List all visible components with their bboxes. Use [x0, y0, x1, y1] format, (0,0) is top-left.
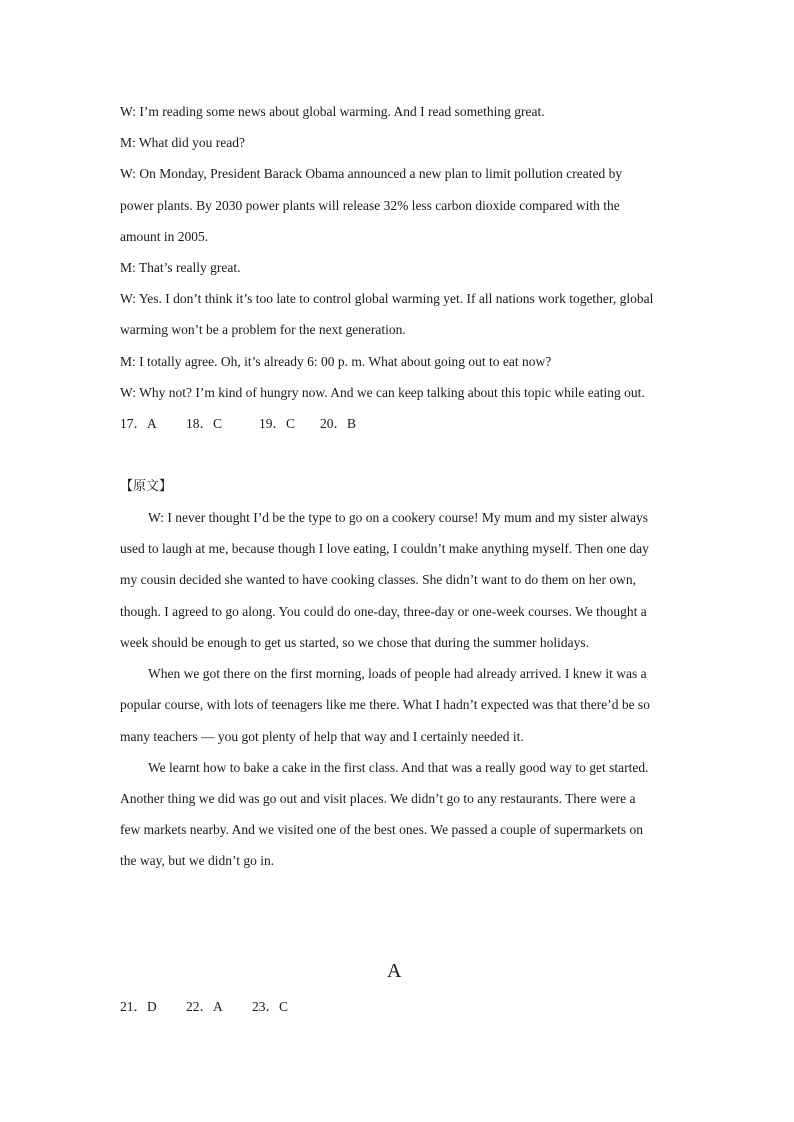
dialogue-line: M: That’s really great. [120, 260, 241, 275]
passage-line: few markets nearby. And we visited one of the best ones. We passed a couple of supermarkets on [120, 822, 644, 837]
answer-item: 22．A [186, 999, 223, 1014]
passage-line: W: I never thought I’d be the type to go on a cookery course! My mum and my sister always [148, 510, 648, 525]
dialogue-line: amount in 2005. [120, 229, 209, 244]
passage-line: Another thing we did was go out and visit places. We didn’t go to any restaurants. There were a [120, 791, 636, 806]
dialogue-line: warming won’t be a problem for the next generation. [120, 322, 406, 337]
answer-row [120, 999, 288, 1015]
passage-line: week should be enough to get us started, so we chose that during the summer holidays. [120, 635, 590, 650]
dialogue-line: W: Why not? I’m kind of hungry now. And we can keep talking about this topic while eating out. [120, 385, 645, 400]
answer-item: 20．B [320, 416, 357, 431]
passage-line: the way, but we didn’t go in. [120, 853, 275, 868]
dialogue-line: W: Yes. I don’t think it’s too late to control global warming yet. If all nations work together, global [120, 291, 654, 306]
passage-line: used to laugh at me, because though I love eating, I couldn’t make anything myself. Then one day [120, 541, 649, 556]
answer-item: 19．C [259, 416, 296, 431]
dialogue-line: M: I totally agree. Oh, it’s already 6: 00 p. m. What about going out to eat now? [120, 354, 552, 369]
passage-line: We learnt how to bake a cake in the first class. And that was a really good way to get started. [148, 760, 649, 775]
passage-line: many teachers — you got plenty of help that way and I certainly needed it. [120, 729, 524, 744]
dialogue-line: power plants. By 2030 power plants will release 32% less carbon dioxide compared with the [120, 198, 620, 213]
answer-item: 21．D [120, 999, 157, 1014]
answer-item: 23．C [252, 999, 289, 1014]
answer-item: 17．A [120, 416, 157, 431]
dialogue-line: W: I’m reading some news about global warming. And I read something great. [120, 104, 545, 119]
dialogue-line: M: What did you read? [120, 135, 245, 150]
passage-line: my cousin decided she wanted to have cooking classes. She didn’t want to do them on her own, [120, 572, 637, 587]
answer-row [120, 416, 356, 432]
passage-line: When we got there on the first morning, loads of people had already arrived. I knew it was a [148, 666, 647, 681]
passage-line: popular course, with lots of teenagers like me there. What I hadn’t expected was that there’d be so [120, 697, 650, 712]
passage-line: though. I agreed to go along. You could do one-day, three-day or one-week courses. We thought a [120, 604, 647, 619]
original-text-heading: 【原文】 [120, 479, 173, 494]
dialogue-line: W: On Monday, President Barack Obama announced a new plan to limit pollution created by [120, 166, 623, 181]
section-title: A [387, 960, 402, 982]
answer-item: 18．C [186, 416, 223, 431]
